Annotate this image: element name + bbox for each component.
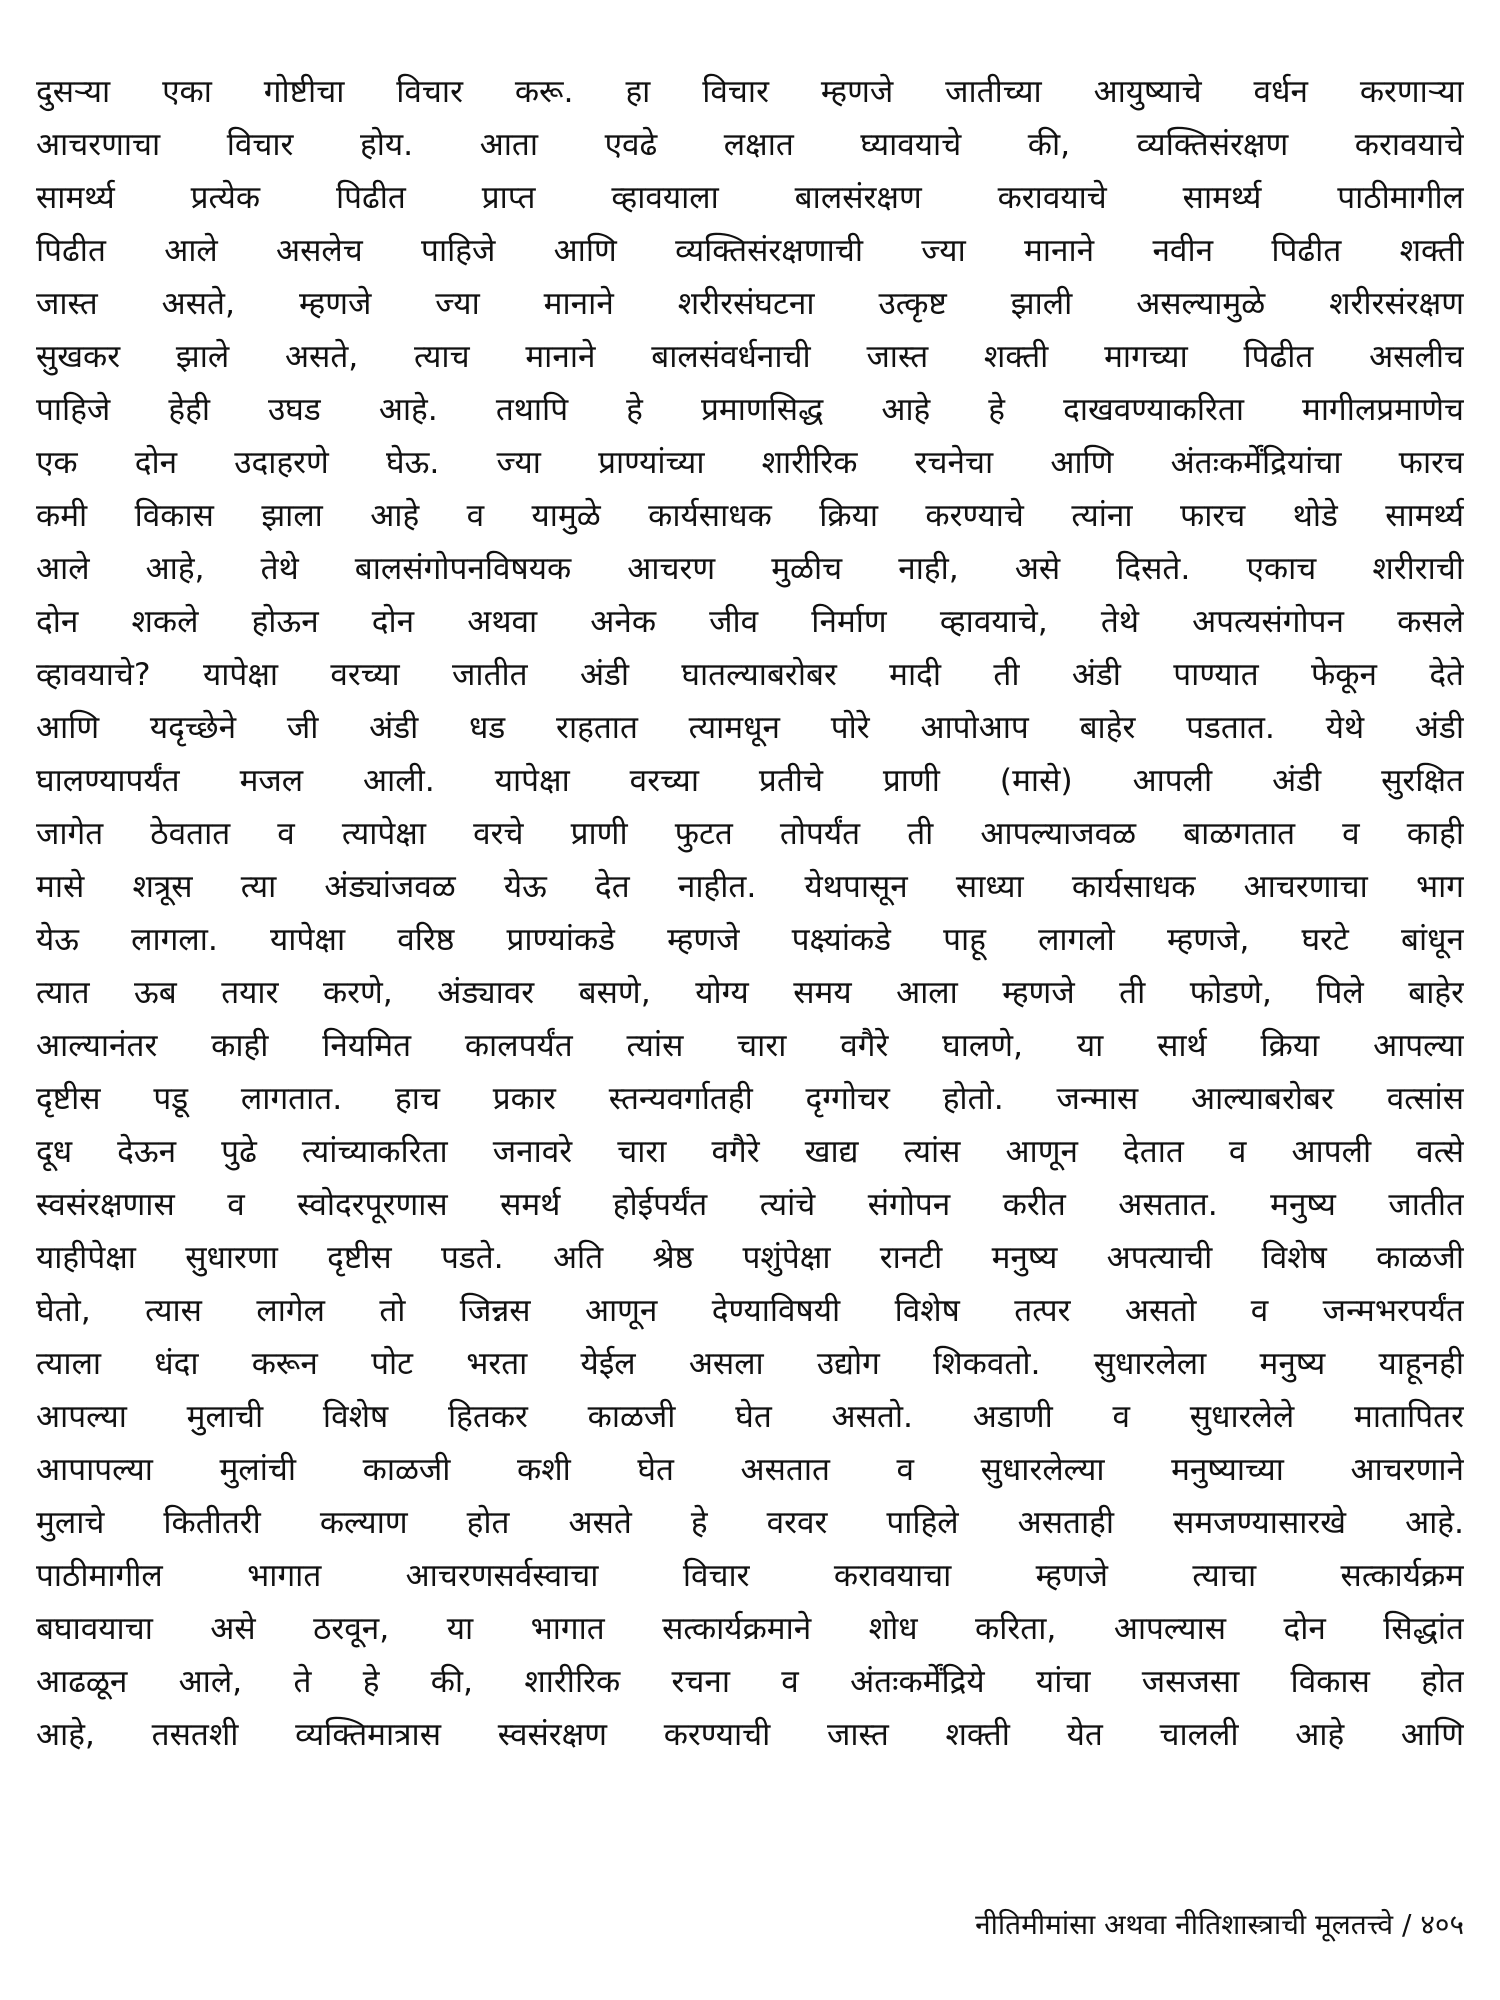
text-line: आणि यदृच्छेने जी अंडी धड राहतात त्यामधून पोरे आपोआप बाहेर पडतात. येथे अंडी: [36, 710, 1464, 746]
text-line: व्हावयाचे? यापेक्षा वरच्या जातीत अंडी घातल्याबरोबर मादी ती अंडी पाण्यात फेकून देते: [36, 657, 1464, 693]
text-line: मासे शत्रूस त्या अंड्यांजवळ येऊ देत नाहीत. येथपासून साध्या कार्यसाधक आचरणाचा भाग: [36, 869, 1464, 905]
text-line: पाहिजे हेही उघड आहे. तथापि हे प्रमाणसिद्ध आहे हे दाखवण्याकरिता मागीलप्रमाणेच: [36, 392, 1464, 428]
text-line: सामर्थ्य प्रत्येक पिढीत प्राप्त व्हावयाला बालसंरक्षण करावयाचे सामर्थ्य पाठीमागील: [36, 180, 1464, 216]
text-line: आपापल्या मुलांची काळजी कशी घेत असतात व सुधारलेल्या मनुष्याच्या आचरणाने: [36, 1452, 1464, 1488]
text-line: येऊ लागला. यापेक्षा वरिष्ठ प्राण्यांकडे म्हणजे पक्ष्यांकडे पाहू लागलो म्हणजे, घरटे बांधून: [36, 922, 1464, 958]
body-text: [36, 70, 1464, 1766]
text-line: स्वसंरक्षणास व स्वोदरपूरणास समर्थ होईपर्यंत त्यांचे संगोपन करीत असतात. मनुष्य जातीत: [36, 1187, 1464, 1223]
text-line: घालण्यापर्यंत मजल आली. यापेक्षा वरच्या प्रतीचे प्राणी (मासे) आपली अंडी सुरक्षित: [36, 763, 1464, 799]
text-line: सुखकर झाले असते, त्याच मानाने बालसंवर्धनाची जास्त शक्ती मागच्या पिढीत असलीच: [36, 339, 1464, 375]
text-line: कमी विकास झाला आहे व यामुळे कार्यसाधक क्रिया करण्याचे त्यांना फारच थोडे सामर्थ्य: [36, 498, 1464, 534]
text-line: आपल्या मुलाची विशेष हितकर काळजी घेत असतो. अडाणी व सुधारलेले मातापितर: [36, 1399, 1464, 1435]
text-line: त्याला धंदा करून पोट भरता येईल असला उद्योग शिकवतो. सुधारलेला मनुष्य याहूनही: [36, 1346, 1464, 1382]
text-line: एक दोन उदाहरणे घेऊ. ज्या प्राण्यांच्या शारीरिक रचनेचा आणि अंतःकर्मेंद्रियांचा फारच: [36, 445, 1464, 481]
text-line: आढळून आले, ते हे की, शारीरिक रचना व अंतःकर्मेंद्रिये यांचा जसजसा विकास होत: [36, 1664, 1464, 1700]
text-line: याहीपेक्षा सुधारणा दृष्टीस पडते. अति श्रेष्ठ पशुंपेक्षा रानटी मनुष्य अपत्याची विशेष काळजी: [36, 1240, 1464, 1276]
text-line: जागेत ठेवतात व त्यापेक्षा वरचे प्राणी फुटत तोपर्यंत ती आपल्याजवळ बाळगतात व काही: [36, 816, 1464, 852]
text-line: आले आहे, तेथे बालसंगोपनविषयक आचरण मुळीच नाही, असे दिसते. एकाच शरीराची: [36, 551, 1464, 587]
text-line: त्यात ऊब तयार करणे, अंड्यावर बसणे, योग्य समय आला म्हणजे ती फोडणे, पिले बाहेर: [36, 975, 1464, 1011]
text-line: दोन शकले होऊन दोन अथवा अनेक जीव निर्माण व्हावयाचे, तेथे अपत्यसंगोपन कसले: [36, 604, 1464, 640]
text-line: पाठीमागील भागात आचरणसर्वस्वाचा विचार करावयाचा म्हणजे त्याचा सत्कार्यक्रम: [36, 1558, 1464, 1594]
text-line: दृष्टीस पडू लागतात. हाच प्रकार स्तन्यवर्गातही दृग्गोचर होतो. जन्मास आल्याबरोबर वत्सांस: [36, 1081, 1464, 1117]
text-line: आहे, तसतशी व्यक्तिमात्रास स्वसंरक्षण करण्याची जास्त शक्ती येत चालली आहे आणि: [36, 1717, 1464, 1753]
text-line: मुलाचे कितीतरी कल्याण होत असते हे वरवर पाहिले असताही समजण्यासारखे आहे.: [36, 1505, 1464, 1541]
text-line: दूध देऊन पुढे त्यांच्याकरिता जनावरे चारा वगैरे खाद्य त्यांस आणून देतात व आपली वत्से: [36, 1134, 1464, 1170]
text-line: पिढीत आले असलेच पाहिजे आणि व्यक्तिसंरक्षणाची ज्या मानाने नवीन पिढीत शक्ती: [36, 233, 1464, 269]
page-footer: नीतिमीमांसा अथवा नीतिशास्त्राची मूलतत्त्वे / ४०५: [975, 1908, 1464, 1941]
text-line: जास्त असते, म्हणजे ज्या मानाने शरीरसंघटना उत्कृष्ट झाली असल्यामुळे शरीरसंरक्षण: [36, 286, 1464, 322]
text-line: बघावयाचा असे ठरवून, या भागात सत्कार्यक्रमाने शोध करिता, आपल्यास दोन सिद्धांत: [36, 1611, 1464, 1647]
text-line: दुसऱ्या एका गोष्टीचा विचार करू. हा विचार म्हणजे जातीच्या आयुष्याचे वर्धन करणाऱ्या: [36, 74, 1464, 110]
text-line: आचरणाचा विचार होय. आता एवढे लक्षात घ्यावयाचे की, व्यक्तिसंरक्षण करावयाचे: [36, 127, 1464, 163]
text-line: आल्यानंतर काही नियमित कालपर्यंत त्यांस चारा वगैरे घालणे, या सार्थ क्रिया आपल्या: [36, 1028, 1464, 1064]
text-line: घेतो, त्यास लागेल तो जिन्नस आणून देण्याविषयी विशेष तत्पर असतो व जन्मभरपर्यंत: [36, 1293, 1464, 1329]
